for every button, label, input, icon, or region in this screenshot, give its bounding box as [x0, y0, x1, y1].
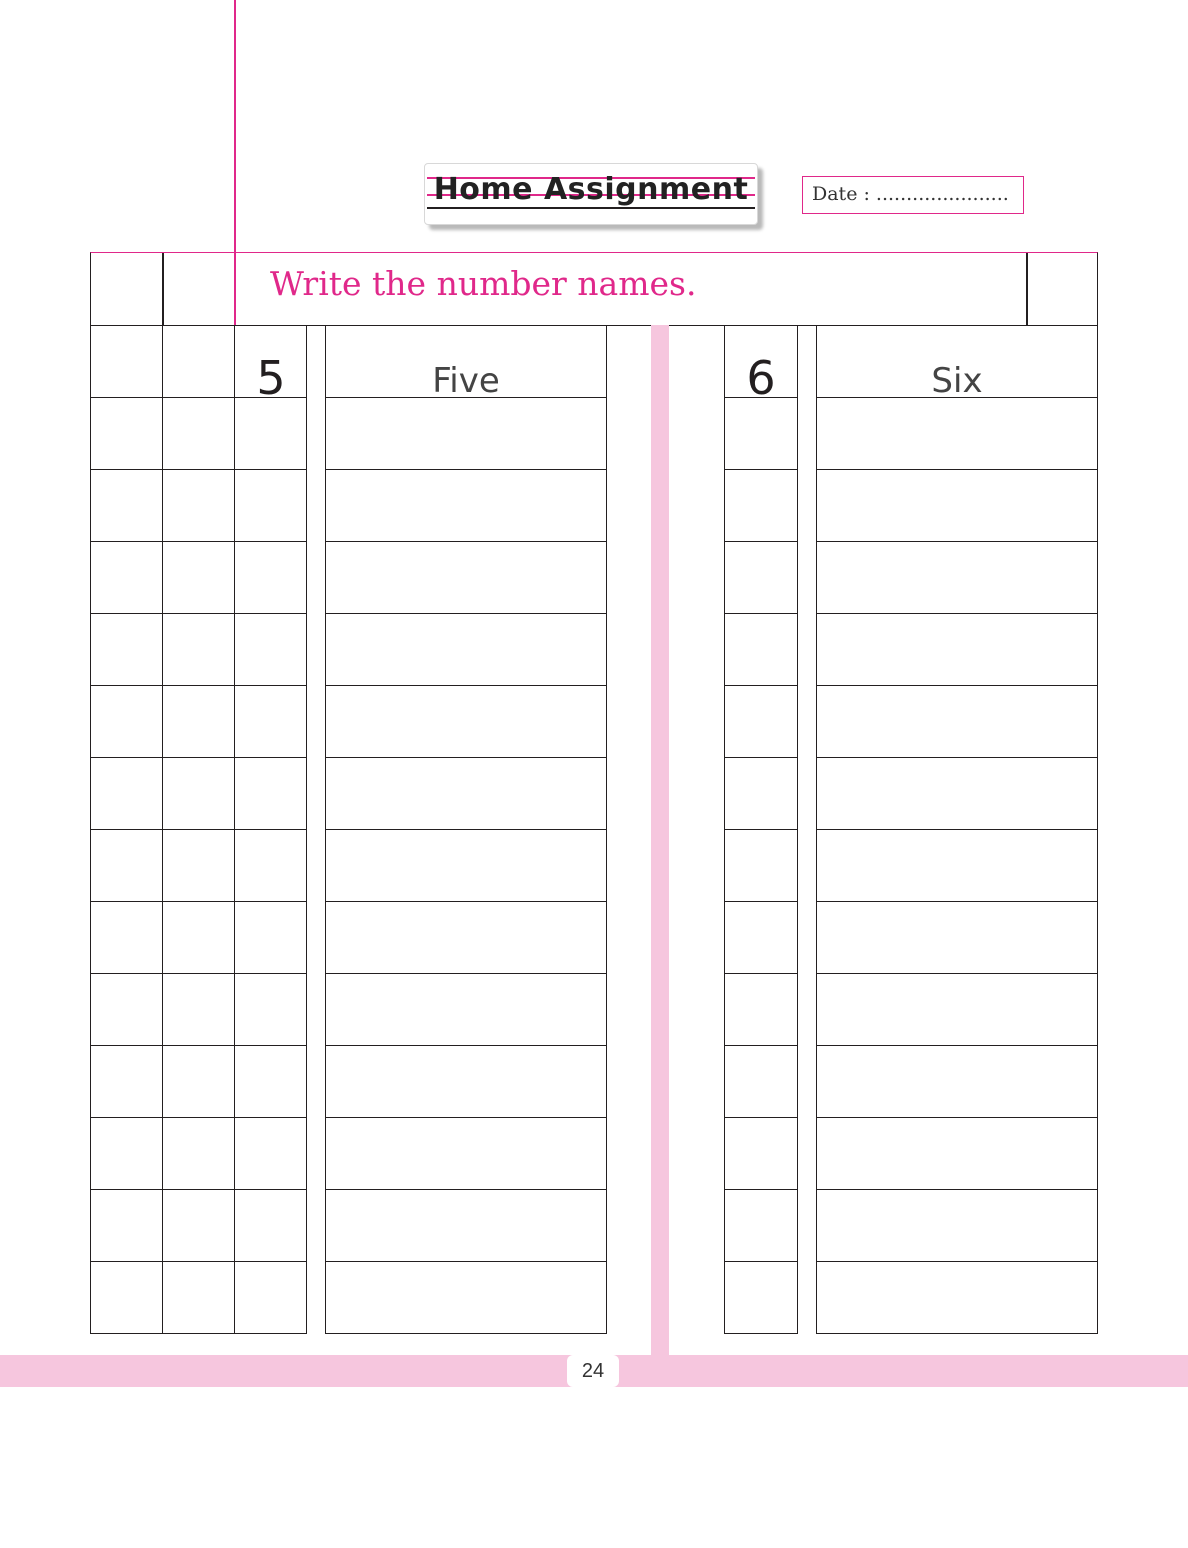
page-title: Home Assignment: [433, 172, 749, 207]
left-word-cell[interactable]: [326, 398, 607, 470]
right-word-cell[interactable]: [817, 1190, 1098, 1262]
right-number-word: Six: [931, 361, 983, 401]
right-practice-cell[interactable]: [725, 542, 798, 614]
left-numeral: 5: [256, 351, 286, 405]
left-word-cell[interactable]: [326, 470, 607, 542]
right-practice-row: [725, 902, 798, 974]
right-practice-cell[interactable]: [725, 614, 798, 686]
left-practice-row: [91, 542, 307, 614]
left-practice-row: [91, 686, 307, 758]
home-assignment-badge: [424, 163, 758, 225]
left-practice-row: [91, 1262, 307, 1334]
left-word-row: [326, 902, 607, 974]
right-practice-row: [725, 830, 798, 902]
left-word-row: [326, 1118, 607, 1190]
left-practice-cell[interactable]: [235, 974, 307, 1046]
right-practice-row: [725, 1190, 798, 1262]
right-word-cell[interactable]: [817, 542, 1098, 614]
left-word-row: [326, 470, 607, 542]
right-practice-row: [725, 1118, 798, 1190]
left-practice-cell[interactable]: [235, 1190, 307, 1262]
right-word-row: [817, 542, 1098, 614]
right-word-cell[interactable]: [817, 830, 1098, 902]
left-practice-cell[interactable]: [235, 398, 307, 470]
left-practice-cell[interactable]: [91, 830, 163, 902]
left-practice-cell[interactable]: [91, 614, 163, 686]
left-practice-cell[interactable]: [163, 614, 235, 686]
left-word-row: [326, 614, 607, 686]
right-practice-row: [725, 1262, 798, 1334]
left-practice-cell[interactable]: [163, 902, 235, 974]
left-word-row: [326, 1046, 607, 1118]
left-practice-cell[interactable]: [235, 1262, 307, 1334]
date-field[interactable]: Date : ......................: [802, 176, 1024, 214]
right-word-row: [817, 1190, 1098, 1262]
left-practice-cell[interactable]: [163, 542, 235, 614]
right-practice-row: [725, 614, 798, 686]
right-word-cell[interactable]: [817, 1262, 1098, 1334]
right-practice-cell[interactable]: [725, 398, 798, 470]
left-word-cell[interactable]: [326, 686, 607, 758]
left-word-cell[interactable]: [326, 614, 607, 686]
left-practice-cell[interactable]: [91, 686, 163, 758]
left-practice-cell[interactable]: [235, 758, 307, 830]
right-practice-row: [725, 974, 798, 1046]
left-practice-cell[interactable]: [163, 1046, 235, 1118]
left-practice-cell[interactable]: [163, 326, 235, 398]
left-practice-cell[interactable]: [163, 1262, 235, 1334]
left-word-row: [326, 686, 607, 758]
left-word-cell[interactable]: [326, 1118, 607, 1190]
left-practice-cell[interactable]: [91, 758, 163, 830]
left-word-row: [326, 974, 607, 1046]
right-word-row: [817, 470, 1098, 542]
right-word-cell[interactable]: [817, 758, 1098, 830]
right-word-row: [817, 398, 1098, 470]
left-practice-cell[interactable]: [163, 686, 235, 758]
left-practice-cell[interactable]: [235, 1118, 307, 1190]
left-word-row: [326, 1262, 607, 1334]
left-practice-row: [91, 614, 307, 686]
left-word-cell[interactable]: [326, 1262, 607, 1334]
left-practice-cell[interactable]: [91, 398, 163, 470]
right-practice-row: [725, 542, 798, 614]
right-word-cell[interactable]: [817, 1046, 1098, 1118]
right-word-cell[interactable]: [817, 902, 1098, 974]
left-word-cell[interactable]: [326, 974, 607, 1046]
left-practice-cell[interactable]: [235, 902, 307, 974]
left-practice-cell[interactable]: [91, 470, 163, 542]
right-word-grid: [816, 325, 1098, 1334]
left-practice-cell[interactable]: [163, 1118, 235, 1190]
right-word-cell[interactable]: [817, 1118, 1098, 1190]
left-practice-row: [91, 758, 307, 830]
left-practice-cell[interactable]: [163, 830, 235, 902]
left-practice-cell[interactable]: [235, 1046, 307, 1118]
right-practice-cell[interactable]: [725, 470, 798, 542]
right-word-row: [817, 1118, 1098, 1190]
right-word-row: [817, 614, 1098, 686]
center-divider-band: [651, 325, 669, 1365]
right-word-cell[interactable]: [817, 614, 1098, 686]
left-practice-row: [91, 1118, 307, 1190]
left-practice-cell[interactable]: [163, 470, 235, 542]
badge-rule: [427, 207, 755, 209]
left-practice-cell[interactable]: [91, 1046, 163, 1118]
left-word-cell[interactable]: [326, 1046, 607, 1118]
left-word-row: [326, 398, 607, 470]
right-practice-cell[interactable]: [725, 830, 798, 902]
left-word-row: [326, 758, 607, 830]
right-practice-grid: [724, 325, 798, 1334]
left-practice-cell[interactable]: [91, 1190, 163, 1262]
left-word-cell[interactable]: [326, 1190, 607, 1262]
right-practice-cell[interactable]: [725, 686, 798, 758]
left-word-row: [326, 1190, 607, 1262]
left-practice-cell[interactable]: [235, 686, 307, 758]
left-practice-cell[interactable]: [163, 1190, 235, 1262]
right-practice-cell[interactable]: [725, 1046, 798, 1118]
right-word-cell[interactable]: [817, 686, 1098, 758]
left-practice-grid: [90, 325, 307, 1334]
right-word-row: [817, 1262, 1098, 1334]
left-word-row: [326, 830, 607, 902]
right-practice-row: [725, 398, 798, 470]
left-word-cell[interactable]: [326, 830, 607, 902]
left-word-grid: [325, 325, 607, 1334]
right-practice-cell[interactable]: [725, 974, 798, 1046]
left-practice-cell[interactable]: [163, 398, 235, 470]
left-practice-cell[interactable]: [163, 758, 235, 830]
left-practice-cell[interactable]: [235, 830, 307, 902]
left-practice-row: [91, 1046, 307, 1118]
right-word-cell[interactable]: [817, 974, 1098, 1046]
right-word-row: [817, 758, 1098, 830]
right-numeral: 6: [746, 351, 776, 405]
left-practice-cell[interactable]: [91, 902, 163, 974]
left-word-row: [326, 542, 607, 614]
right-word-row: [817, 830, 1098, 902]
right-practice-cell[interactable]: [725, 758, 798, 830]
left-practice-cell[interactable]: [235, 542, 307, 614]
right-practice-row: [725, 758, 798, 830]
right-word-cell[interactable]: [817, 398, 1098, 470]
right-practice-cell[interactable]: [725, 1118, 798, 1190]
left-practice-row: [91, 470, 307, 542]
left-practice-row: [91, 902, 307, 974]
left-number-word: Five: [432, 361, 500, 401]
left-practice-cell[interactable]: [91, 326, 163, 398]
grid-line: [1026, 253, 1028, 325]
right-word-cell[interactable]: [817, 470, 1098, 542]
right-practice-cell[interactable]: [725, 902, 798, 974]
right-word-row: [817, 902, 1098, 974]
right-practice-cell[interactable]: [725, 1190, 798, 1262]
right-word-row: [817, 686, 1098, 758]
instruction-text: Write the number names.: [270, 264, 697, 303]
left-practice-cell[interactable]: [91, 1118, 163, 1190]
right-practice-row: [725, 470, 798, 542]
left-practice-cell[interactable]: [91, 542, 163, 614]
left-practice-row: [91, 1190, 307, 1262]
right-practice-row: [725, 686, 798, 758]
left-practice-cell[interactable]: [91, 1262, 163, 1334]
right-word-row: [817, 1046, 1098, 1118]
left-word-cell[interactable]: [326, 758, 607, 830]
right-practice-row: [725, 1046, 798, 1118]
left-word-cell[interactable]: [326, 542, 607, 614]
left-practice-cell[interactable]: [91, 974, 163, 1046]
left-practice-row: [91, 398, 307, 470]
left-word-cell[interactable]: [326, 902, 607, 974]
right-practice-cell[interactable]: [725, 1262, 798, 1334]
right-word-row: [817, 974, 1098, 1046]
left-practice-row: [91, 830, 307, 902]
page-number: 24: [567, 1355, 619, 1387]
left-practice-row: [91, 974, 307, 1046]
grid-line: [162, 253, 164, 325]
left-practice-cell[interactable]: [235, 470, 307, 542]
left-practice-cell[interactable]: [163, 974, 235, 1046]
left-practice-cell[interactable]: [235, 614, 307, 686]
